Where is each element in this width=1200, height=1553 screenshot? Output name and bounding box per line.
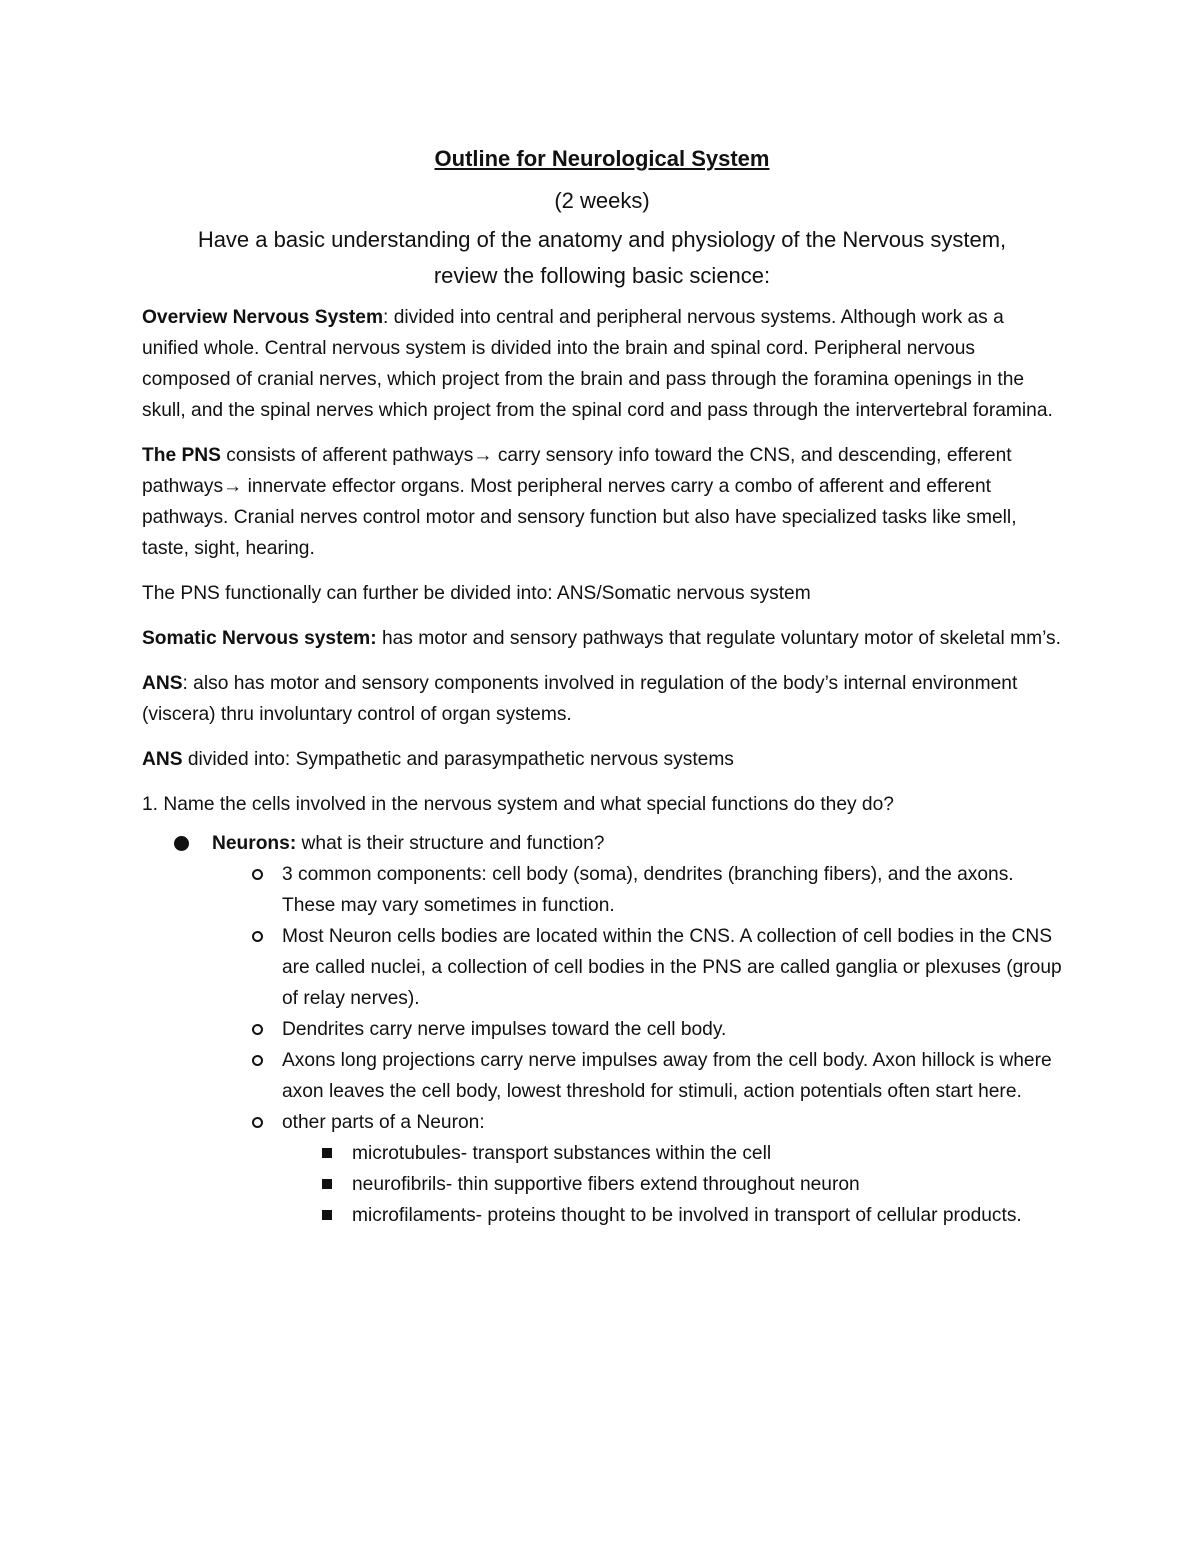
circle-bullet-icon bbox=[252, 869, 263, 880]
paragraph-overview bbox=[142, 302, 1062, 426]
paragraph-pns-text: consists of afferent pathways→ carry sensory info toward the CNS, and descending, efferent pathways→ innervate effector organs. Most peripheral nerves carry a combo of afferent and efferent pathways. Cranial nerves control motor and sensory function but also have specialized tasks like smell, taste, sight, hearing. bbox=[142, 445, 1017, 559]
neuron-point-text: Most Neuron cells bodies are located within the CNS. A collection of cell bodies in the CNS are called nuclei, a collection of cell bodies in the PNS are called ganglia or plexuses (group of relay nerves). bbox=[282, 926, 1062, 1009]
neuron-point-text: Axons long projections carry nerve impulses away from the cell body. Axon hillock is where axon leaves the cell body, lowest threshold for stimuli, action potentials often start here. bbox=[282, 1050, 1052, 1102]
lead-line-2: review the following basic science: bbox=[433, 263, 771, 288]
neuron-point-text: other parts of a Neuron: bbox=[282, 1112, 485, 1133]
list-item bbox=[212, 1045, 1062, 1107]
list-item bbox=[212, 859, 1062, 921]
paragraph-overview-text: : divided into central and peripheral nervous systems. Although work as a unified whole. Central nervous system is divided into the brain and spinal cord. Peripheral nervous composed of cranial nerves, which project from the brain and pass through the foramina openings in the skull, and the spinal nerves which project from the spinal cord and pass through the intervertebral foramina. bbox=[142, 307, 1053, 421]
paragraph-pns bbox=[142, 440, 1062, 564]
document-content bbox=[142, 142, 1062, 1231]
lead-statement bbox=[142, 222, 1062, 294]
list-item bbox=[282, 1169, 1062, 1200]
circle-bullet-icon bbox=[252, 1024, 263, 1035]
document-duration: (2 weeks) bbox=[554, 188, 650, 213]
neuron-part-text: microtubules- transport substances within the cell bbox=[352, 1143, 772, 1164]
paragraph-ans-text: : also has motor and sensory components involved in regulation of the body’s internal environment (viscera) thru involuntary control of organ systems. bbox=[142, 673, 1018, 725]
list-item bbox=[212, 921, 1062, 1014]
cells-list bbox=[142, 828, 1062, 1231]
neuron-points-list bbox=[212, 859, 1062, 1231]
paragraph-overview-label: Overview Nervous System bbox=[142, 307, 384, 328]
list-item bbox=[212, 1107, 1062, 1231]
list-item bbox=[282, 1200, 1062, 1231]
neuron-point-text: 3 common components: cell body (soma), dendrites (branching fibers), and the axons. These may vary sometimes in function. bbox=[282, 864, 1014, 916]
neuron-parts-list bbox=[282, 1138, 1062, 1231]
circle-bullet-icon bbox=[252, 931, 263, 942]
circle-bullet-icon bbox=[252, 1117, 263, 1128]
paragraph-pns-label: The PNS bbox=[142, 445, 221, 466]
neuron-point-text: Dendrites carry nerve impulses toward the cell body. bbox=[282, 1019, 727, 1040]
square-bullet-icon bbox=[322, 1148, 332, 1158]
paragraph-somatic bbox=[142, 623, 1062, 654]
paragraph-pns-divided-text: The PNS functionally can further be divided into: ANS/Somatic nervous system bbox=[142, 583, 811, 604]
square-bullet-icon bbox=[322, 1210, 332, 1220]
neurons-label: Neurons: bbox=[212, 833, 297, 854]
disc-bullet-icon bbox=[174, 836, 189, 851]
paragraph-somatic-text: has motor and sensory pathways that regulate voluntary motor of skeletal mm’s. bbox=[376, 628, 1061, 649]
list-item bbox=[282, 1138, 1062, 1169]
neurons-heading bbox=[212, 833, 604, 854]
paragraph-ans-label: ANS bbox=[142, 673, 183, 694]
paragraph-ans bbox=[142, 668, 1062, 730]
list-item bbox=[212, 1014, 1062, 1045]
neuron-part-text: microfilaments- proteins thought to be involved in transport of cellular products. bbox=[352, 1205, 1022, 1226]
circle-bullet-icon bbox=[252, 1055, 263, 1066]
paragraph-ans-divided-text: divided into: Sympathetic and parasympathetic nervous systems bbox=[182, 749, 734, 770]
question-1: 1. Name the cells involved in the nervous system and what special functions do they do? bbox=[142, 794, 894, 815]
paragraph-somatic-label: Somatic Nervous system: bbox=[142, 628, 377, 649]
paragraph-pns-divided bbox=[142, 578, 1062, 609]
neurons-text: what is their structure and function? bbox=[296, 833, 605, 854]
document-title: Outline for Neurological System bbox=[434, 146, 770, 171]
list-item-neurons bbox=[142, 828, 1062, 1231]
lead-line-1: Have a basic understanding of the anatomy and physiology of the Nervous system, bbox=[197, 227, 1007, 252]
paragraph-ans-divided-label: ANS bbox=[142, 749, 183, 770]
square-bullet-icon bbox=[322, 1179, 332, 1189]
paragraph-ans-divided bbox=[142, 744, 1062, 775]
neuron-part-text: neurofibrils- thin supportive fibers extend throughout neuron bbox=[352, 1174, 860, 1195]
